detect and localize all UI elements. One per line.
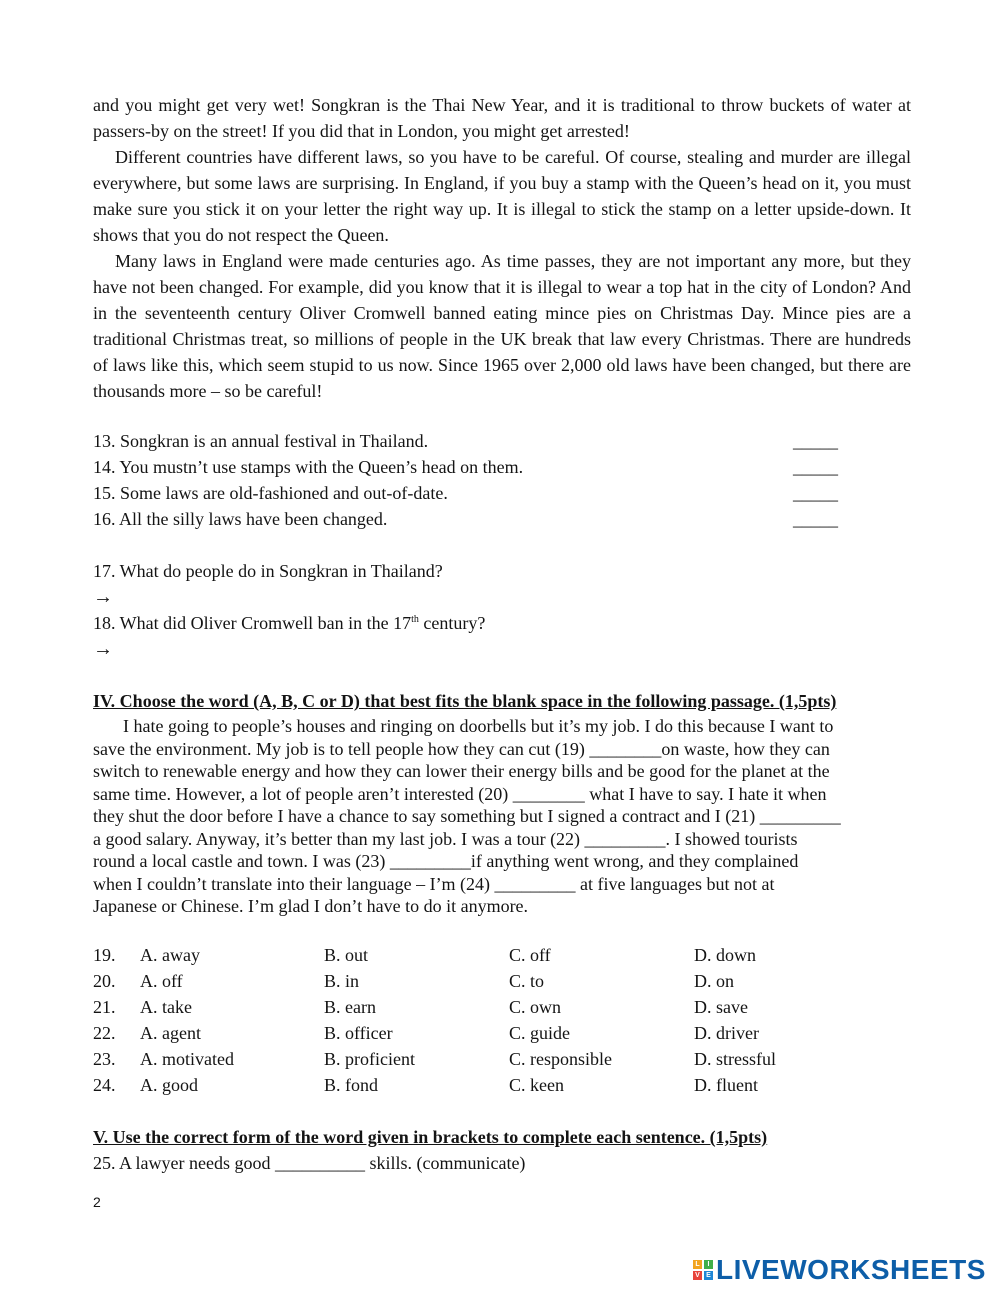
- option-d[interactable]: D. on: [694, 971, 734, 991]
- logo-tile: L: [693, 1260, 702, 1269]
- option-d[interactable]: D. save: [694, 997, 748, 1017]
- passage-line: they shut the door before I have a chance to say something but I signed a contract and I (21) _________: [93, 806, 841, 826]
- answer-blank[interactable]: _____: [793, 431, 838, 451]
- option-row: [93, 1072, 853, 1098]
- reading-paragraph-2: Different countries have different laws, so you have to be careful. Of course, stealing and murder are illegal everywhere, but some laws are surprising. In England, if you buy a stamp with the Queen’s head on it, you must make sure you stick it on your letter the right way up. It is illegal to stick the stamp on a letter upside-down. It shows that you do not respect the Queen.: [93, 147, 911, 245]
- answer-blank[interactable]: _____: [793, 457, 838, 477]
- option-number: 23.: [93, 1049, 116, 1069]
- option-c[interactable]: C. keen: [509, 1075, 564, 1095]
- question-18-text-end: century?: [418, 613, 486, 633]
- option-b[interactable]: B. out: [324, 945, 369, 965]
- option-b[interactable]: B. proficient: [324, 1049, 415, 1069]
- ordinal-suffix: th: [411, 614, 419, 625]
- answer-arrow-17[interactable]: →: [93, 586, 113, 608]
- answer-blank[interactable]: _____: [793, 483, 838, 503]
- option-b[interactable]: B. earn: [324, 997, 376, 1017]
- option-c[interactable]: C. off: [509, 945, 551, 965]
- liveworksheets-logo: [693, 1255, 986, 1285]
- option-number: 22.: [93, 1023, 116, 1043]
- question-17: 17. What do people do in Songkran in Thailand?: [93, 561, 443, 581]
- option-row: [93, 1046, 853, 1072]
- option-row: [93, 994, 853, 1020]
- option-row: [93, 1020, 853, 1046]
- logo-mark-icon: [693, 1260, 713, 1280]
- option-d[interactable]: D. stressful: [694, 1049, 776, 1069]
- option-a[interactable]: A. take: [140, 997, 192, 1017]
- logo-tile: V: [693, 1271, 702, 1280]
- passage-line: switch to renewable energy and how they can lower their energy bills and be good for the planet at the: [93, 761, 830, 781]
- option-row: [93, 968, 853, 994]
- passage-line: same time. However, a lot of people aren’t interested (20) ________ what I have to say. I hate it when: [93, 783, 827, 804]
- option-a[interactable]: A. off: [140, 971, 183, 991]
- option-b[interactable]: B. in: [324, 971, 360, 991]
- option-c[interactable]: C. to: [509, 971, 545, 991]
- option-number: 19.: [93, 945, 116, 965]
- statement-text: 16. All the silly laws have been changed.: [93, 509, 388, 529]
- option-a[interactable]: A. motivated: [140, 1049, 234, 1069]
- passage-line: round a local castle and town. I was (23) _________if anything went wrong, and they complained: [93, 851, 799, 871]
- question-18-text: 18. What did Oliver Cromwell ban in the 17: [93, 613, 412, 633]
- answer-arrow-18[interactable]: →: [93, 638, 113, 660]
- option-a[interactable]: A. good: [140, 1075, 198, 1095]
- question-18: [93, 610, 485, 636]
- option-c[interactable]: C. guide: [509, 1023, 570, 1043]
- option-c[interactable]: C. responsible: [509, 1049, 612, 1069]
- logo-tile: I: [704, 1260, 713, 1269]
- section-5-heading: V. Use the correct form of the word given in brackets to complete each sentence. (1,5pts): [93, 1127, 768, 1147]
- passage-line: when I couldn’t translate into their language – I’m (24) _________ at five languages but not at: [93, 873, 775, 894]
- statement-text: 15. Some laws are old-fashioned and out-of-date.: [93, 483, 448, 503]
- statement-text: 14. You mustn’t use stamps with the Queen’s head on them.: [93, 457, 524, 477]
- reading-paragraph-3: Many laws in England were made centuries ago. As time passes, they are not important any more, but they have not been changed. For example, did you know that it is illegal to wear a top hat in the city of London? And in the seventeenth century Oliver Cromwell banned eating mince pies on Christmas Day. Mince pies are a traditional Christmas treat, so millions of people in the UK break that law every Christmas. There are hundreds of laws like this, which seem stupid to us now. Since 1965 over 2,000 old laws have been changed, but there are thousands more – so be careful!: [93, 251, 911, 401]
- option-d[interactable]: D. driver: [694, 1023, 759, 1043]
- reading-paragraph-1: and you might get very wet! Songkran is the Thai New Year, and it is traditional to throw buckets of water at passers-by on the street! If you did that in London, you might get arrested!: [93, 95, 911, 141]
- option-a[interactable]: A. agent: [140, 1023, 201, 1043]
- option-b[interactable]: B. officer: [324, 1023, 393, 1043]
- statement-text: 13. Songkran is an annual festival in Thailand.: [93, 431, 429, 451]
- option-a[interactable]: A. away: [140, 945, 200, 965]
- option-d[interactable]: D. fluent: [694, 1075, 758, 1095]
- option-d[interactable]: D. down: [694, 945, 756, 965]
- passage-line: Japanese or Chinese. I’m glad I don’t have to do it anymore.: [93, 896, 529, 916]
- section-4-heading: IV. Choose the word (A, B, C or D) that best fits the blank space in the following passage. (1,5pts): [93, 691, 837, 711]
- option-row: [93, 942, 853, 968]
- cloze-passage: [93, 715, 911, 918]
- answer-blank[interactable]: _____: [793, 509, 838, 529]
- page-number: 2: [93, 1194, 101, 1210]
- passage-line: save the environment. My job is to tell people how they can cut (19) ________on waste, how they can: [93, 738, 830, 759]
- passage-line: a good salary. Anyway, it’s better than my last job. I was a tour (22) _________. I showed tourists: [93, 828, 798, 849]
- logo-tile: E: [704, 1271, 713, 1280]
- option-c[interactable]: C. own: [509, 997, 562, 1017]
- option-number: 21.: [93, 997, 116, 1017]
- option-b[interactable]: B. fond: [324, 1075, 378, 1095]
- logo-wordmark: LIVEWORKSHEETS: [716, 1254, 986, 1285]
- passage-line: I hate going to people’s houses and ringing on doorbells but it’s my job. I do this because I want to: [123, 716, 834, 736]
- question-25: 25. A lawyer needs good __________ skills. (communicate): [93, 1153, 526, 1173]
- option-number: 24.: [93, 1075, 116, 1095]
- option-number: 20.: [93, 971, 116, 991]
